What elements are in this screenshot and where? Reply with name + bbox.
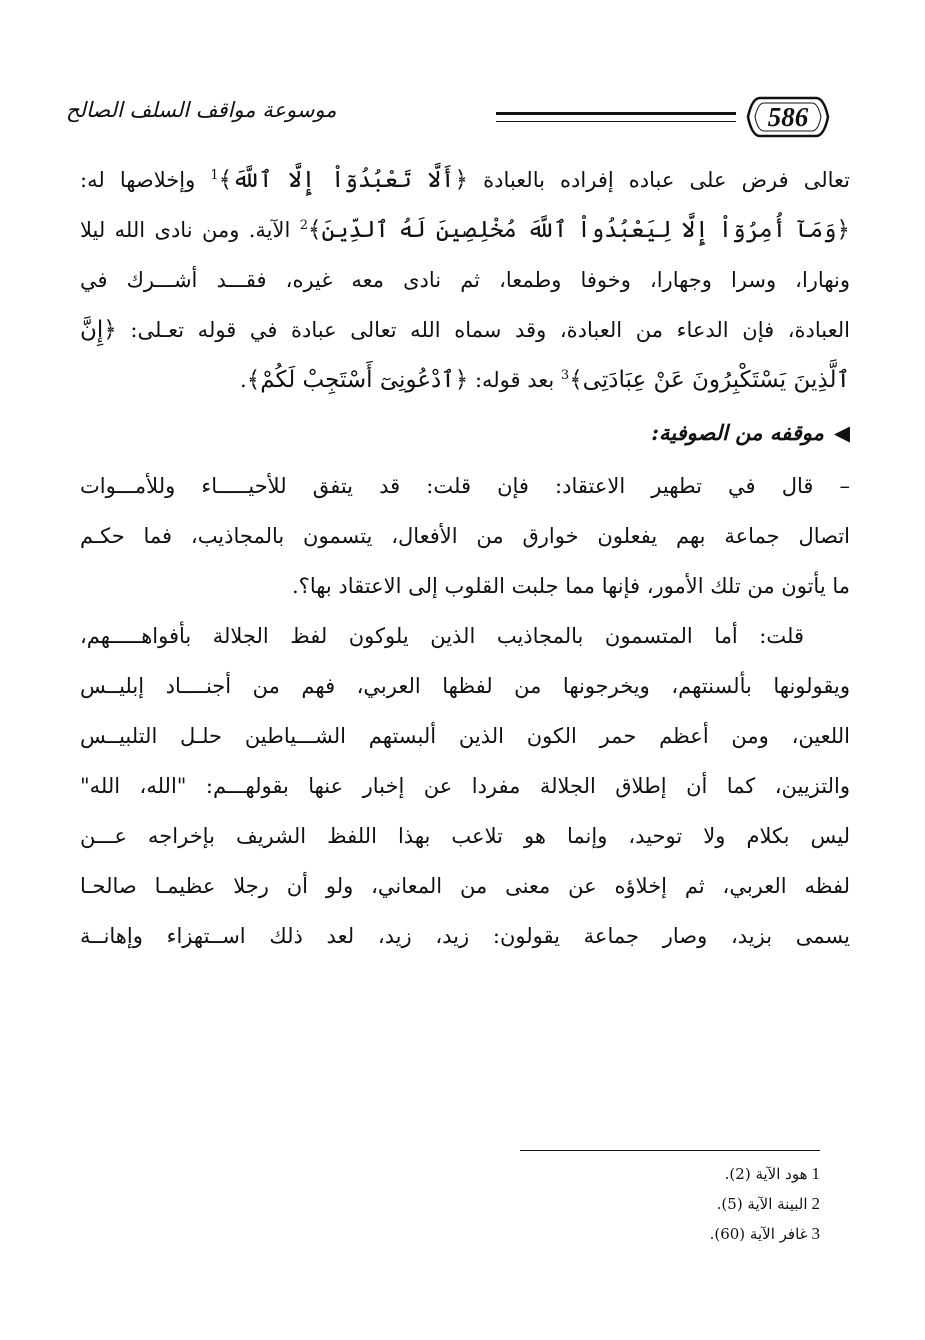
footnote-text: غافر الآية (60).: [709, 1225, 808, 1243]
text-run: الآية. ومن نادى الله ليلا: [80, 218, 300, 242]
text-run: اتصال جماعة بهم يفعلون خوارق من الأفعال، يتسمون بالمجاذيب، فما حكـم: [80, 524, 850, 548]
footnote-text: البينة الآية (5).: [716, 1195, 808, 1213]
text-line: [80, 911, 850, 961]
text-run: العبادة، فإن الدعاء من العبادة، وقد سماه الله تعالى عبادة في قوله تعـلى:: [116, 318, 850, 342]
page-header: [60, 88, 830, 150]
quran-verse: ﴿ٱدْعُونِىٓ أَسْتَجِبْ لَكُمْ﴾: [246, 367, 469, 393]
footnote: [520, 1189, 820, 1219]
text-run: والتزيين، كما أن إطلاق الجلالة مفردا عن إخبار عنها بقولهـــم: "الله، الله": [80, 774, 850, 798]
text-line: [80, 611, 850, 661]
text-run: لفظه العربي، ثم إخلاؤه عن معنى من المعاني، ولو أن رجلا عظيمـا صالحـا: [80, 874, 850, 898]
footnote-number: 3: [811, 1224, 820, 1243]
text-line: [80, 761, 850, 811]
body-text: [80, 155, 850, 961]
text-line: [80, 511, 850, 561]
quran-verse: ﴿وَمَآ أُمِرُوٓاْ إِلَّا لِيَعْبُدُواْ ٱللَّهَ مُخْلِصِينَ لَهُ ٱلدِّينَ﴾: [308, 217, 851, 243]
text-run: ما يأتون من تلك الأمور، فإنها مما جلبت القلوب إلى الاعتقاد بها؟.: [292, 574, 850, 598]
text-run: – قال في تطهير الاعتقاد: فإن قلت: قد يتفق للأحيـــــاء وللأمـــوات: [80, 474, 850, 498]
text-line: [80, 205, 850, 255]
text-line: [80, 711, 850, 761]
section-heading-text: موقفه من الصوفية:: [651, 420, 824, 445]
text-run: ونهارا، وسرا وجهارا، وخوفا وطمعا، ثم نادى معه غيره، فقـــد أشـــرك في: [80, 268, 850, 292]
footnote: [520, 1159, 820, 1189]
page-number-badge: [746, 92, 830, 142]
text-run: بعد قوله:: [468, 368, 561, 392]
text-line: [80, 861, 850, 911]
footnote: [520, 1219, 820, 1249]
text-run: ليس بكلام ولا توحيد، وإنما هو تلاعب بهذا اللفظ الشريف بإخراجه عـــن: [80, 824, 850, 848]
text-line: [80, 661, 850, 711]
footnote-number: 2: [811, 1194, 820, 1213]
text-line: [80, 305, 850, 355]
quran-verse: ٱلَّذِينَ يَسْتَكْبِرُونَ عَنْ عِبَادَتِى﴾: [569, 367, 850, 393]
text-line: [80, 155, 850, 205]
page-number: 586: [767, 102, 809, 132]
text-run: وإخلاصها له:: [80, 168, 211, 192]
footnote-text: هود الآية (2).: [724, 1165, 808, 1183]
text-line: [80, 255, 850, 305]
quran-verse: ﴿إِنَّ: [80, 317, 117, 343]
book-title: موسوعة مواقف السلف الصالح: [66, 98, 337, 122]
footnote-ref: 1: [210, 168, 219, 183]
footnote-ref: 2: [299, 218, 309, 233]
text-line: [80, 561, 850, 611]
text-run: تعالى فرض على عباده إفراده بالعبادة: [467, 168, 850, 192]
footnote-ref: 3: [560, 368, 570, 383]
header-rule: [496, 112, 736, 122]
section-heading: [80, 405, 850, 461]
text-line: [80, 811, 850, 861]
footnote-number: 1: [811, 1164, 820, 1183]
footnotes: [520, 1150, 820, 1249]
text-run: ويقولونها بألسنتهم، ويخرجونها من لفظها العربي، فهم من أجنــــاد إبليــس: [80, 674, 850, 698]
text-run: .: [240, 368, 247, 392]
arrow-bullet-icon: ◀: [833, 420, 850, 445]
text-run: قلت: أما المتسمون بالمجاذيب الذين يلوكون لفظ الجلالة بأفواهـــــهم،: [80, 624, 804, 648]
quran-verse: ﴿أَلَّا تَعْبُدُوٓاْ إِلَّا ٱللَّهَ﴾: [218, 167, 468, 193]
text-line: [80, 355, 850, 405]
text-line: [80, 461, 850, 511]
text-run: اللعين، ومن أعظم حمر الكون الذين ألبستهم الشـــياطين حلـل التلبيــس: [80, 724, 850, 748]
text-run: يسمى بزيد، وصار جماعة يقولون: زيد، زيد، لعد ذلك اســتهزاء وإهانــة: [80, 924, 850, 948]
